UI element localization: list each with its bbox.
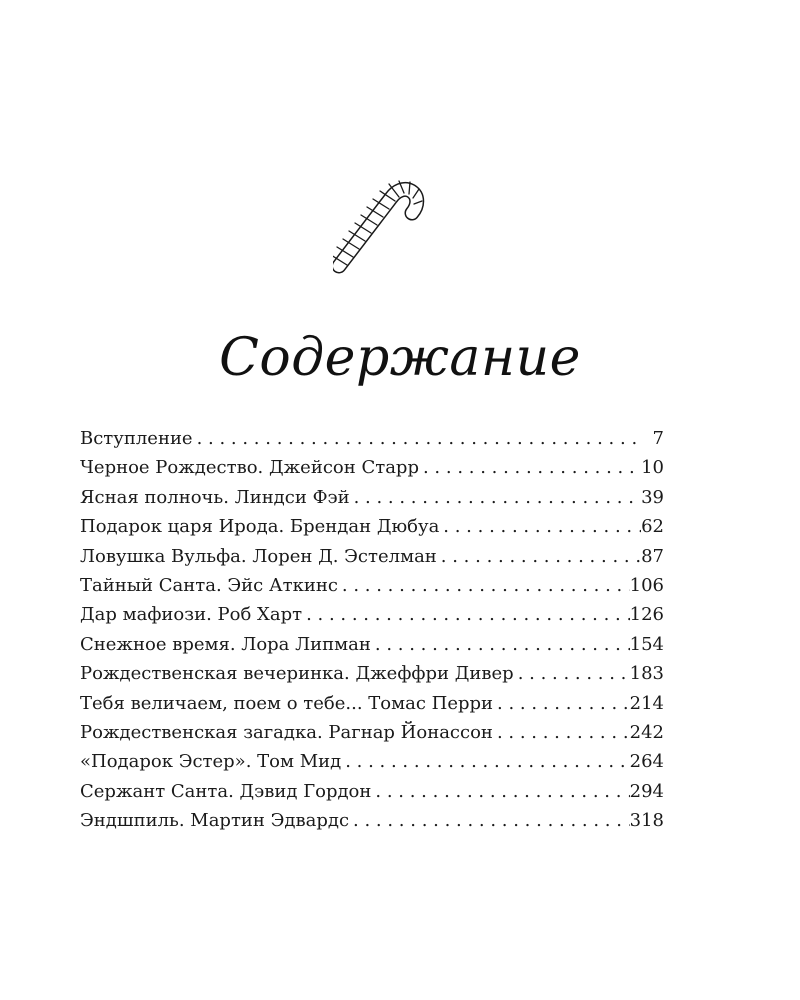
- toc-entry[interactable]: [80, 777, 664, 806]
- toc-entry-page: 7: [652, 428, 664, 449]
- toc-entry[interactable]: [80, 747, 664, 776]
- toc-entry[interactable]: [80, 483, 664, 512]
- toc-entry[interactable]: [80, 718, 664, 747]
- dot-leader: [371, 630, 630, 659]
- dot-leader: [493, 718, 630, 747]
- toc-entry-page: 294: [629, 780, 664, 802]
- toc-entry-page: 264: [629, 751, 664, 773]
- dot-leader: [302, 600, 630, 629]
- toc-entry-title: «Подарок Эстер». Том Мид: [80, 751, 342, 773]
- toc-entry-page: 106: [629, 574, 664, 596]
- toc-entry-title: Рождественская вечеринка. Джеффри Дивер: [80, 663, 514, 685]
- candy-cane-icon: [333, 173, 425, 279]
- toc-entry[interactable]: [80, 512, 664, 541]
- dot-leader: [193, 424, 644, 453]
- toc-entry-title: Черное Рождество. Джейсон Старр: [80, 457, 419, 479]
- toc-entry-page: 87: [641, 545, 664, 567]
- toc-entry[interactable]: [80, 453, 664, 482]
- toc-entry-page: 242: [629, 721, 664, 743]
- toc-entry-title: Ясная полночь. Линдси Фэй: [80, 486, 350, 508]
- toc-entry[interactable]: [80, 806, 664, 835]
- toc-entry-title: Дар мафиози. Роб Харт: [80, 604, 303, 626]
- toc-entry[interactable]: [80, 689, 664, 718]
- toc-entry-title: Подарок царя Ирода. Брендан Дюбуа: [80, 516, 440, 538]
- toc-entry-title: Вступление: [80, 428, 193, 449]
- dot-leader: [371, 777, 629, 806]
- toc-entry-title: Тебя величаем, поем о тебе... Томас Перри: [80, 692, 494, 714]
- toc-entry-page: 10: [641, 457, 664, 479]
- dot-leader: [493, 689, 630, 718]
- toc-entry[interactable]: [80, 424, 664, 453]
- toc-entry-title: Эндшпиль. Мартин Эдвардс: [80, 810, 350, 832]
- dot-leader: [439, 512, 641, 541]
- toc-entry-page: 62: [641, 516, 664, 538]
- dot-leader: [437, 542, 641, 571]
- dot-leader: [514, 659, 630, 688]
- toc-entry-title: Сержант Санта. Дэвид Гордон: [80, 780, 372, 802]
- dot-leader: [338, 571, 630, 600]
- dot-leader: [419, 453, 641, 482]
- toc-entry[interactable]: [80, 630, 664, 659]
- toc-entry-page: 183: [629, 663, 664, 685]
- toc-entry-page: 214: [629, 692, 664, 714]
- toc-entry[interactable]: [80, 659, 664, 688]
- toc-entry-page: 318: [629, 810, 664, 832]
- toc-entry[interactable]: [80, 600, 664, 629]
- toc-entry-title: Тайный Санта. Эйс Аткинс: [80, 574, 338, 596]
- dot-leader: [341, 747, 629, 776]
- dot-leader: [350, 483, 642, 512]
- toc-entry[interactable]: [80, 571, 664, 600]
- dot-leader: [349, 806, 630, 835]
- toc-entry-title: Снежное время. Лора Липман: [80, 633, 371, 655]
- toc-entry[interactable]: [80, 542, 664, 571]
- toc-entry-title: Рождественская загадка. Рагнар Йонассон: [80, 721, 493, 743]
- page-title: Содержание: [219, 328, 581, 388]
- toc-entry-page: 39: [641, 486, 664, 508]
- toc-entry-title: Ловушка Вульфа. Лорен Д. Эстелман: [80, 545, 437, 567]
- toc-entry-page: 126: [629, 604, 664, 626]
- table-of-contents: [80, 424, 664, 835]
- toc-entry-page: 154: [629, 633, 664, 655]
